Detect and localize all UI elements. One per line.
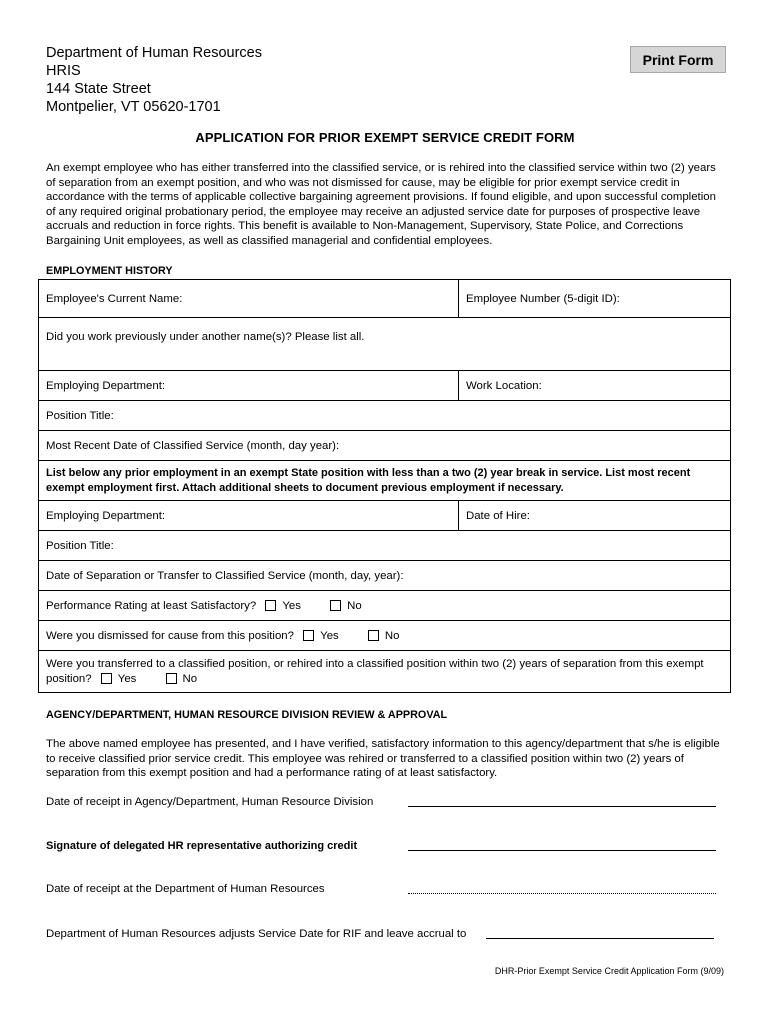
date-of-hire-label: Date of Hire:: [466, 509, 530, 522]
no-label: No: [384, 629, 400, 642]
prior-employment-instructions: List below any prior employment in an exempt State position with less than a two (2) year break in service. List most recent exempt employment first. Attach additional sheets to document previous employment if necessary.: [39, 461, 731, 501]
adjusts-service-line[interactable]: [486, 938, 714, 939]
separation-date-label: Date of Separation or Transfer to Classified Service (month, day, year):: [46, 569, 404, 582]
dismissed-yes-checkbox[interactable]: [303, 630, 314, 641]
yes-label: Yes: [320, 629, 339, 642]
adjusts-service-label: Department of Human Resources adjusts Service Date for RIF and leave accrual to: [46, 928, 467, 940]
separation-date-field[interactable]: [39, 561, 731, 591]
employment-history-table: [38, 279, 731, 693]
address-line: 144 State Street: [46, 81, 151, 97]
department-address: [46, 44, 262, 116]
performance-rating-row: [39, 591, 731, 621]
signature-label: Signature of delegated HR representative authorizing credit: [46, 840, 358, 852]
dismissed-row: [39, 621, 731, 651]
date-receipt-dhr-line[interactable]: [408, 893, 716, 894]
position-title-label: Position Title:: [46, 409, 114, 422]
transferred-no-checkbox[interactable]: [166, 673, 177, 684]
current-name-label: Employee's Current Name:: [46, 292, 183, 305]
prior-position-title-field[interactable]: [39, 531, 731, 561]
date-receipt-dhr-label: Date of receipt at the Department of Human Resources: [46, 883, 325, 895]
transferred-yes-checkbox[interactable]: [101, 673, 112, 684]
print-form-button[interactable]: Print Form: [630, 46, 726, 73]
work-location-field[interactable]: [459, 371, 731, 401]
form-footer: DHR-Prior Exempt Service Credit Application Form (9/09): [494, 966, 724, 976]
date-receipt-agency-label: Date of receipt in Agency/Department, Human Resource Division: [46, 796, 374, 808]
transferred-row: [39, 651, 731, 693]
yes-label: Yes: [117, 672, 137, 685]
work-location-label: Work Location:: [466, 379, 542, 392]
prior-employing-department-field[interactable]: [39, 501, 459, 531]
intro-paragraph: An exempt employee who has either transferred into the classified service, or is rehired into the classified service within two (2) years of separation from an exempt position, and who was not dismissed for cause, may be eligible for prior exempt service credit in accordance with the terms of applicable collective bargaining agreement provisions. If found eligible, and upon successful completion of any required original probationary period, the employee may receive an adjusted service date for purposes of prospective leave accruals and reduction in force rights. This benefit is available to Non-Management, Supervisory, State Police, and Corrections Bargaining Unit employees, as well as classified managerial and confidential employees.: [46, 162, 716, 247]
performance-rating-label: Performance Rating at least Satisfactory?: [46, 599, 257, 612]
dismissed-label: Were you dismissed for cause from this position?: [46, 629, 294, 642]
recent-classified-date-field[interactable]: [39, 431, 731, 461]
position-title-field[interactable]: [39, 401, 731, 431]
review-paragraph: The above named employee has presented, and I have verified, satisfactory information to this agency/department that s/he is eligible to receive classified prior service credit. This employee was rehired or transferred to a classified position within two (2) years of separation from this exempt position and had a performance rating of at least satisfactory.: [46, 738, 720, 780]
prior-employing-department-label: Employing Department:: [46, 509, 166, 522]
date-of-hire-field[interactable]: [459, 501, 731, 531]
prior-position-title-label: Position Title:: [46, 539, 114, 552]
current-name-field[interactable]: [39, 280, 459, 318]
no-label: No: [182, 672, 198, 685]
employee-number-label: Employee Number (5-digit ID):: [466, 292, 620, 305]
previous-names-label: Did you work previously under another name(s)? Please list all.: [46, 331, 365, 343]
no-label: No: [347, 599, 362, 612]
form-title: APPLICATION FOR PRIOR EXEMPT SERVICE CREDIT FORM: [195, 130, 575, 145]
review-heading: AGENCY/DEPARTMENT, HUMAN RESOURCE DIVISION REVIEW & APPROVAL: [46, 709, 448, 721]
performance-yes-checkbox[interactable]: [265, 600, 276, 611]
performance-no-checkbox[interactable]: [330, 600, 341, 611]
address-line: Montpelier, VT 05620-1701: [46, 99, 221, 115]
transferred-label: Were you transferred to a classified position, or rehired into a classified position within two (2) years of separation from this exempt position?: [46, 658, 704, 685]
date-receipt-agency-line[interactable]: [408, 806, 716, 807]
employing-department-field[interactable]: [39, 371, 459, 401]
employing-department-label: Employing Department:: [46, 379, 166, 392]
dismissed-no-checkbox[interactable]: [368, 630, 379, 641]
signature-line[interactable]: [408, 850, 716, 851]
address-line: HRIS: [46, 63, 81, 79]
previous-names-field[interactable]: [39, 318, 731, 371]
address-line: Department of Human Resources: [46, 45, 262, 61]
yes-label: Yes: [282, 599, 301, 612]
employment-history-heading: EMPLOYMENT HISTORY: [46, 265, 173, 277]
employee-number-field[interactable]: [459, 280, 731, 318]
recent-classified-date-label: Most Recent Date of Classified Service (month, day year):: [46, 439, 340, 452]
